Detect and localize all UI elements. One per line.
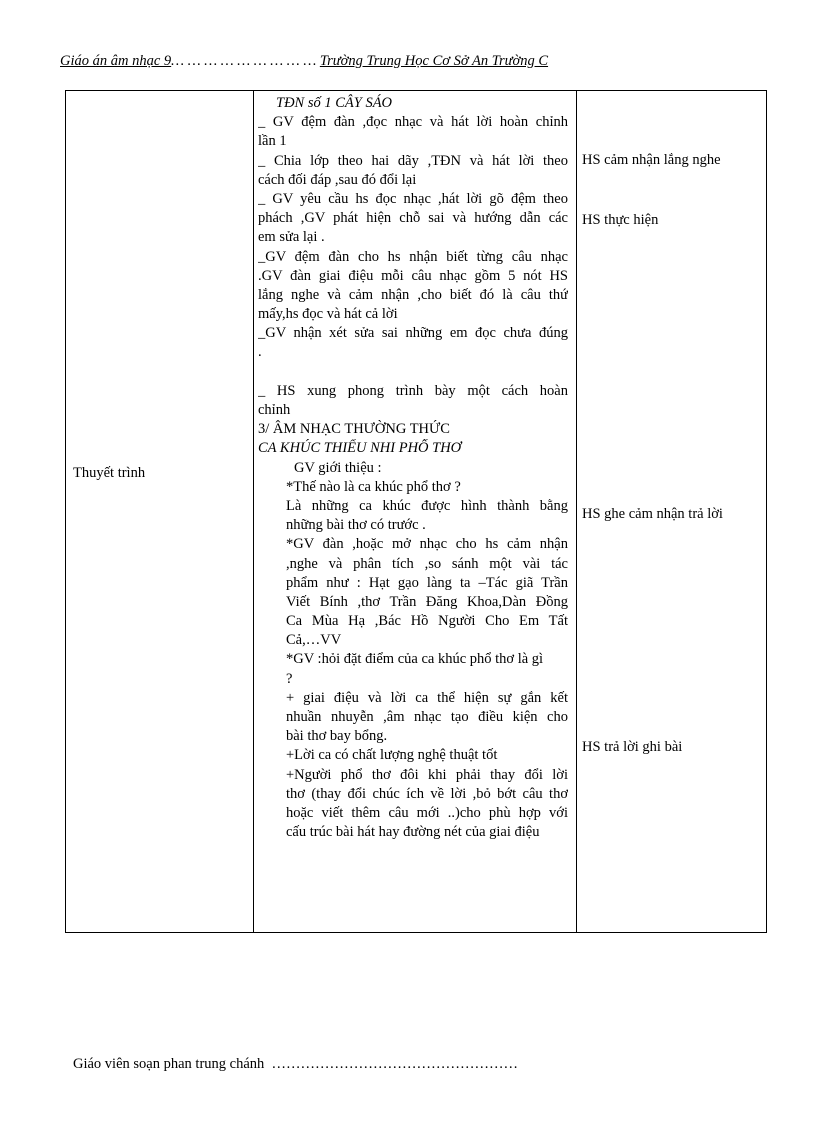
text-line: +Người phổ thơ đôi khi phải thay đổi lời [286,766,568,783]
header-school: Trường Trung Học Cơ Sở An Trường C [319,53,549,69]
section-heading: 3/ ÂM NHẠC THƯỜNG THỨC [258,421,450,438]
text-line: Ca Mùa Hạ ,Bác Hồ Người Cho Em Tất [286,613,568,630]
text-line: thơ (thay đổi chúc ích về lời ,bỏ bớt câu thơ [286,785,568,802]
method-cell: Thuyết trình [73,465,146,481]
text-line: _ GV đệm đàn ,đọc nhạc và hát lời hoàn chỉnh [258,114,568,131]
text-line: . [258,344,262,361]
column-divider-2 [576,91,577,932]
student-activity-1: HS cảm nhận lắng nghe [582,152,721,168]
text-line: ? [286,670,293,687]
text-line: _GV nhận xét sửa sai những em đọc chưa đúng [258,325,568,342]
text-line: _GV đệm đàn cho hs nhận biết từng câu nhạc [258,248,568,265]
text-line: chỉnh [258,402,291,418]
text-line: GV giới thiệu : [294,459,382,476]
text-line: em sửa lại . [258,229,325,246]
text-line: +Lời ca có chất lượng nghệ thuật tốt [286,747,498,764]
header-subject: Giáo án âm nhạc 9 [60,53,172,69]
text-line: Là những ca khúc được hình thành bằng [286,497,568,514]
header-dots: … … … … … … … … … [171,53,317,69]
student-activity-3: HS ghe cảm nhận trả lời [582,506,723,522]
text-line: *GV :hỏi đặt điểm của ca khúc phổ thơ là gì [286,651,544,668]
footer-signature: Giáo viên soạn phan trung chánh [73,1056,265,1072]
text-line: ,nghe và phân tích ,so sánh một vài tác [286,555,568,572]
text-line: bài thơ bay bổng. [286,728,388,745]
text-line: *Thế nào là ca khúc phổ thơ ? [286,478,461,495]
text-line: lắng nghe và cảm nhận ,cho biết đó là câu thứ [258,286,568,303]
column-divider-1 [253,91,254,932]
section-subtitle: CA KHÚC THIẾU NHI PHỔ THƠ [258,440,462,457]
text-line: cách đối đáp ,sau đó đổi lại [258,171,417,188]
exercise-title: TĐN số 1 CÂY SÁO [276,95,393,111]
text-line: cấu trúc bài hát hay đường nét của giai điệu [286,824,540,841]
page-header [60,53,548,70]
text-line: Cả,…VV [286,632,342,649]
text-line: .GV đàn giai điệu mỗi câu nhạc gồm 5 nót HS [258,267,568,284]
text-line: những bài thơ có trước . [286,517,426,534]
student-activity-2: HS thực hiện [582,212,659,228]
text-line: *GV đàn ,hoặc mở nhạc cho hs cảm nhận [286,536,568,553]
text-line: hoặc viết thêm câu mới ..)cho phù hợp với [286,804,568,821]
footer-dots: …………………………………………… [271,1056,519,1072]
lesson-table [65,90,767,933]
page-footer [73,1056,518,1073]
text-line: Viết Bính ,thơ Trần Đăng Khoa,Dàn Đồng [286,593,568,610]
teacher-activity-cell [258,94,568,842]
text-line: phách ,GV phát hiện chỗ sai và hướng dẫn các [258,210,568,227]
text-line: lần 1 [258,133,287,150]
text-line: + giai điệu và lời ca thể hiện sự gắn kết [286,689,568,706]
text-line: _ HS xung phong trình bày một cách hoàn [258,382,568,399]
text-line: _ Chia lớp theo hai dãy ,TĐN và hát lời theo [258,152,568,169]
text-line: mấy,hs đọc và hát cả lời [258,306,398,323]
text-line: _ GV yêu cầu hs đọc nhạc ,hát lời gõ đệm theo [258,190,568,207]
text-line: phẩm như : Hạt gạo làng ta –Tác giã Trần [286,574,568,591]
student-activity-4: HS trả lời ghi bài [582,739,683,755]
text-line: nhuần nhuyễn ,âm nhạc tạo điều kiện cho [286,709,568,725]
